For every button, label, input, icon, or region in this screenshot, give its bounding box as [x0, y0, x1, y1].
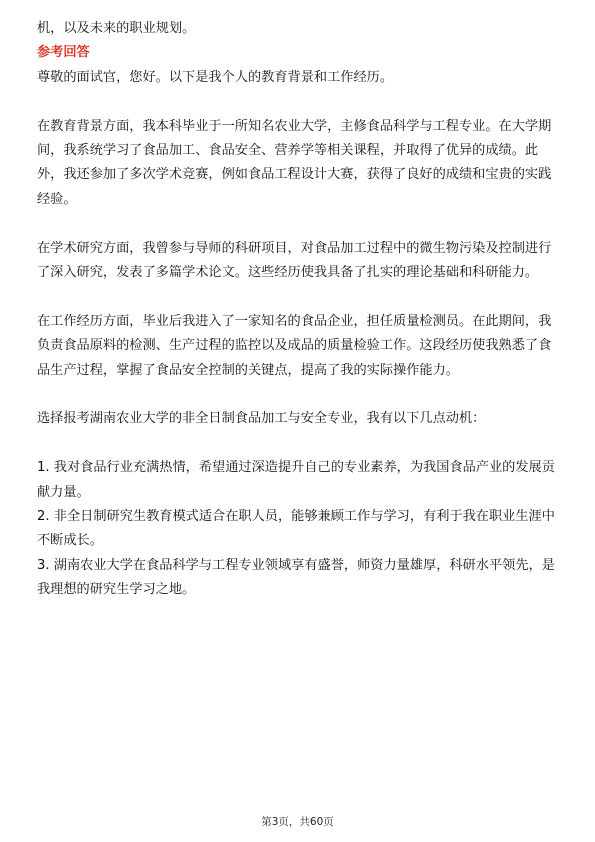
paragraph-continuation: 机，以及未来的职业规划。 — [37, 21, 196, 36]
paragraph-research: 在学术研究方面，我曾参与导师的科研项目，对食品加工过程中的微生物污染及控制进行了深入研究，发表了多篇学术论文。这些经历使我具备了扎实的理论基础和科研能力。 — [37, 240, 552, 281]
section-label-reference-answer: 参考回答 — [37, 45, 90, 61]
paragraph-greeting: 尊敬的面试官，您好。以下是我个人的教育背景和工作经历。 — [37, 69, 394, 85]
list-item-motivation-3: 3. 湖南农业大学在食品科学与工程专业领域享有盛誉，师资力量雄厚，科研水平领先，是我理想的研究生学习之地。 — [37, 557, 555, 598]
paragraph-work-experience: 在工作经历方面，毕业后我进入了一家知名的食品企业，担任质量检测员。在此期间，我负责食品原料的检测、生产过程的监控以及成品的质量检验工作。这段经历使我熟悉了食品生产过程，掌握了食品安全控制的关键点，提高了我的实际操作能力。 — [37, 313, 552, 378]
page-number-footer: 第3页，共60页 — [261, 816, 334, 828]
list-item-motivation-2: 2. 非全日制研究生教育模式适合在职人员，能够兼顾工作与学习，有利于我在职业生涯中不断成长。 — [37, 509, 555, 549]
paragraph-education: 在教育背景方面，我本科毕业于一所知名农业大学，主修食品科学与工程专业。在大学期间，我系统学习了食品加工、食品安全、营养学等相关课程，并取得了优异的成绩。此外，我还参加了多次学术竞赛，例如食品工程设计大赛，获得了良好的成绩和宝贵的实践经验。 — [37, 118, 552, 207]
document-body — [37, 17, 561, 603]
paragraph-motivation-intro: 选择报考湖南农业大学的非全日制食品加工与安全专业，我有以下几点动机： — [37, 411, 486, 427]
list-item-motivation-1: 1. 我对食品行业充满热情，希望通过深造提升自己的专业素养，为我国食品产业的发展贡献力量。 — [37, 460, 555, 500]
